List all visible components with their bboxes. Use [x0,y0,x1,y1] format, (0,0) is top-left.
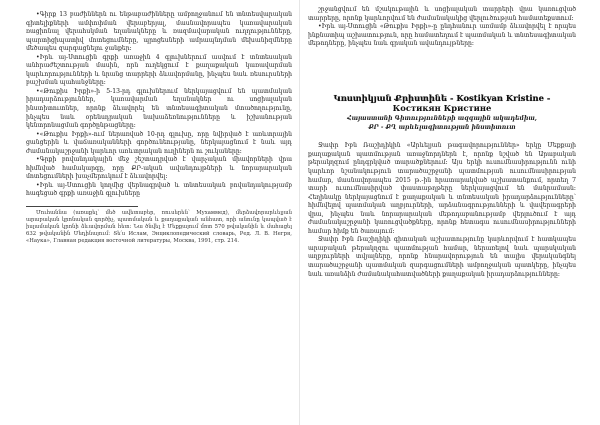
left-paragraph: •Իրև այ-Ստուցին կողմից վերնագրված և տնտեսական բովանդակությամբ հագեցած գրքի առաջին գլուխները [26,181,292,198]
article-author: Костикян Кристине [392,103,492,114]
footnote-divider [26,206,138,207]
right-intro-paragraph: •Իրև այ-Ստուցին «Թուքիս Իրքի»-ը ընդհանուր առմամբ ձևավորվել է որպես ինքնատիպ աշխատություն, որը համատեղում է պատմական և տնտեսագիտական մեթոդները, ինչպես նաև գրական ավանդույթները։ [308,23,576,48]
left-paragraph: •Իրև այ-Ստուցին գրքի առաջին 4 գլուխներում ասվում է տնտեսական անհրաժեշտության մասին, որն ուղեկցում է քաղաքական կառավարման կարևորությունների և նրանց տարրերի ձևավորմանը, ինչպես նաև ռեսուրսների բաշխման պահանջները։ [26,53,292,87]
article-institute: ՔՐ - ՔՂ արևելագիտության ինստիտուտ [368,123,516,131]
article-heading [308,93,576,133]
left-paragraph: •Գիրք 13 բաժիններն ու ենթաբաժինները ամբողջանում են տնտեսվարական գիտելիքների ամփոփման վերաբերյալ, մասնավորապես կառավարական ռացիոնալ վերահսկման եղանակները և ռազմավարական ուղղությունները, պարտիցիպատիվ մոտեցումները, պրոցեսների ամրապնդման մեխանիզմները մեծապես զարգացնելու ջանքեր։ [26,11,292,53]
left-paragraph: •«Թուքիս Իրքի»-ի 5-13-րդ գլուխներում ներկայացվում են պատմական իրադարձություններ, կառավարման եղանակներ ու սոցիալական ինստիտուտներ, որոնք ձևավորել են տնտեսագիտական մտածողությունը, ինչպես նաև օրենսդրական նախաձեռնությունները և իշխանության կենտրոնացման գործընթացները։ [26,87,292,130]
right-page [308,0,576,425]
article-affiliation: Հայաստանի Գիտությունների ազգային ակադեմիա, [347,114,537,122]
left-page [26,0,292,425]
left-paragraph: •«Թուքիս Իրքի»-ում ներառված 10-րդ գլուխը, որը նվիրված է առևտրային ցանցերին և վաճառականների գործունեությանը, ներկայացնում է նաև այդ ժամանակաշրջանի կարևոր առևտրական ուղիներն ու շուկաները։ [26,130,292,155]
article-paragraph: Ջափր Իբն Ռաշիդիկին «Արևելյան թագավորություններ» երկը Մեքքայի քաղաքական պատմության առաջնորդներն է, որոնք նշված են Արաբական թերակղզում ընդգրկված տարածքներում։ Այս երկի ուսումնասիրությունն ունի կարևոր նշանակություն տարածաշրջանի պատմության ուսումնասիրության համար, մասնավորապես 2015 թ.-ին հրատարակված աշխատանքում, որտեղ 7 տարի ուսումնասիրված փաստաթղթերը ներկայացվում են մանրամասն։ Հեղինակը ներկայացնում է քաղաքական և տնտեսական իրադարձությունները՝ հիմնվելով պատմական աղբյուրների, արձանագրությունների և վավերագրերի վրա, ինչպես նաև նորարարական մեթոդաբանությամբ վերլուծում է այդ ժամանակաշրջանի կառուցվածքները, որոնք հետագա ուսումնասիրությունների համար հիմք են ծառայում։ [308,142,576,235]
left-paragraph: •Գրքի բովանդակային մեջ շեշտադրված է վարչական միավորների վրա հիմնված համակարգը, որը ՔՐ-ական ավանդույթների և նորարարական մոտեցումների խաչմերուկում է ձևավորվել։ [26,156,292,181]
footnote: Մուհաննա (առաքել՝ մեծ ավետաբեր, ռուսերեն՝ Мухаммед), մերձավորարևելյան արաբական կրոնական գործիչ, պատմական և քաղաքական անհատ, որի անունը կապված է իսլամական կրոնի ձևավորման հետ։ Նա ծնվել է Մեքքայում մոտ 570 թվականին և մահացել 632 թվականին Մեդինայում։ Տե՛ս Ислам, Энциклопедический словарь, Ред. Л. В. Негря, «Наука», Главная редакция восточной литературы, Москва, 1991, стр. 214. [26,210,292,245]
right-intro-paragraph: շրջանցվում են մշակութային և սոցիալական տարրերի վրա կառուցված տարրերը, որոնք կարևորվում են ժամանակակից վերլուծության համատեքստում։ [308,6,576,22]
article-title: Կոստիկյան Քրիստինե - Kostikyan Kristine - [333,92,551,103]
article-paragraph: Ջափր Իբն Ռաշիդիկի գիտական աշխատությունը կարևորվում է հատկապես արաբական թերակղզու պատմության համար, ներառելով նաև պարսկական աղբյուրների տվյալները, որոնք հնարավորություն են տալիս վերականգնել տարածաշրջանի պատմական զարգացումների ամբողջական պատկերը, ինչպես նաև առանձին ժամանակահատվածների քաղաքական իրադարձությունները։ [308,236,576,278]
page-gutter [299,0,300,425]
